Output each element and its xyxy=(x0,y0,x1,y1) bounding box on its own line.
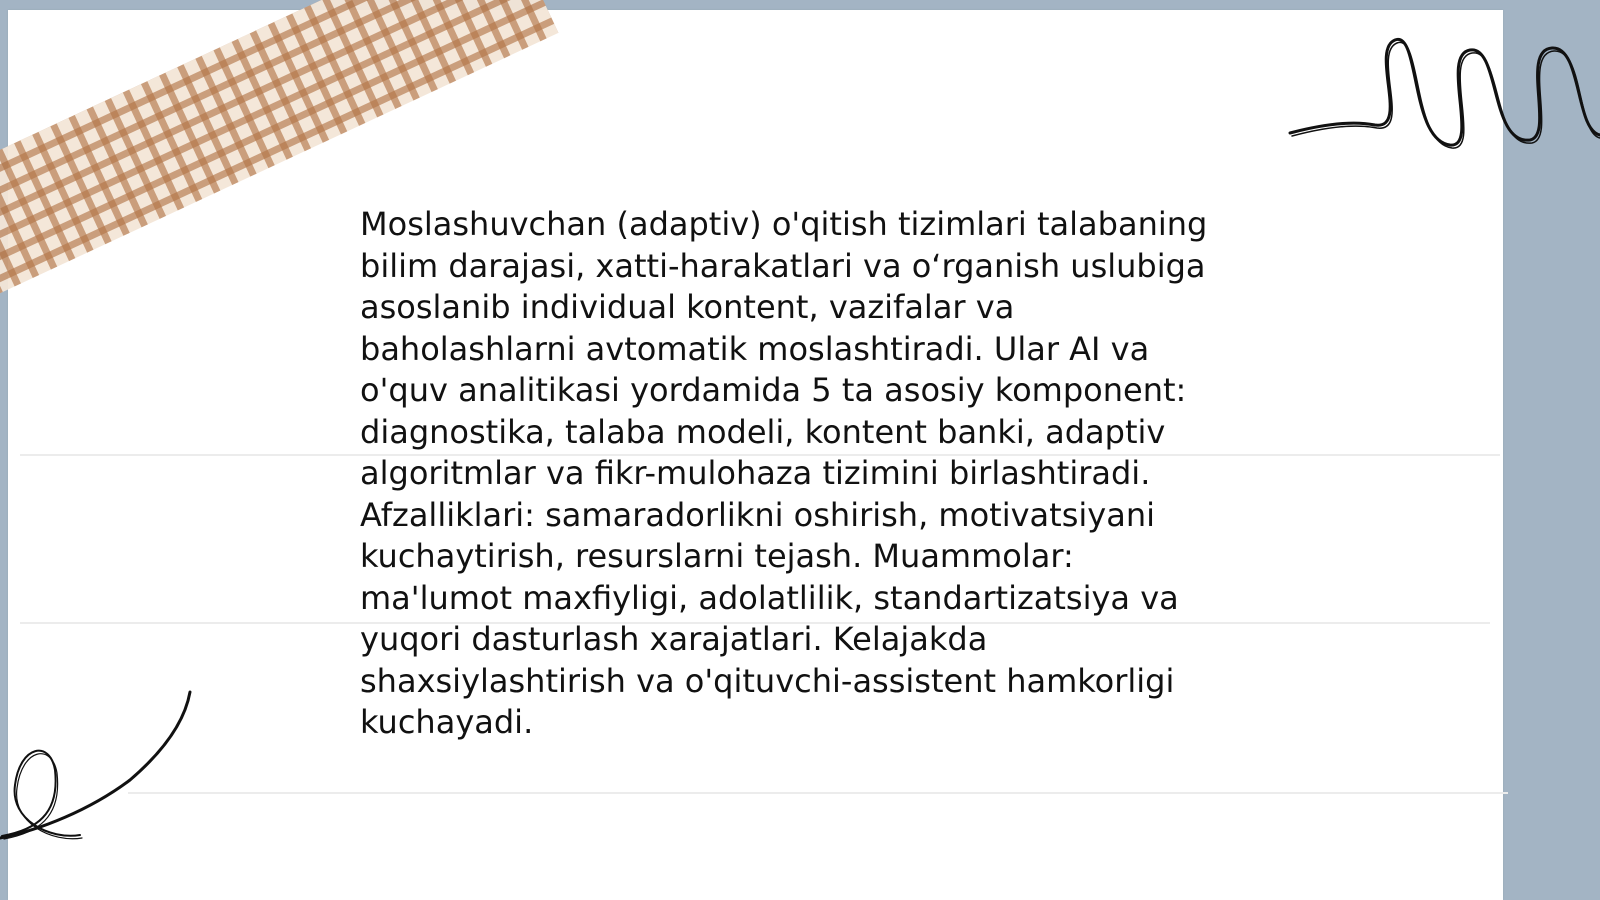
loop-scribble-icon xyxy=(1290,30,1600,160)
body-paragraph: Moslashuvchan (adaptiv) o'qitish tizimlari talabaning bilim darajasi, xatti-harakatlari va o‘rganish uslubiga asoslanib individual kontent, vazifalar va baholashlarni avtomatik moslashtiradi. Ular AI va o'quv analitikasi yordamida 5 ta asosiy komponent: diagnostika, talaba modeli, kontent banki, adaptiv algoritmlar va fikr-mulohaza tizimini birlashtiradi. Afzalliklari: samaradorlikni oshirish, motivatsiyani kuchaytirish, resurslarni tejash. Muammolar: ma'lumot maxfiyligi, adolatlilik, standartizatsiya va yuqori dasturlash xarajatlari. Kelajakda shaxsiylashtirish va o'qituvchi-assistent hamkorligi kuchayadi. xyxy=(360,205,1208,741)
loop-scribble-icon xyxy=(0,690,200,850)
paper-fold-line xyxy=(128,792,1508,794)
